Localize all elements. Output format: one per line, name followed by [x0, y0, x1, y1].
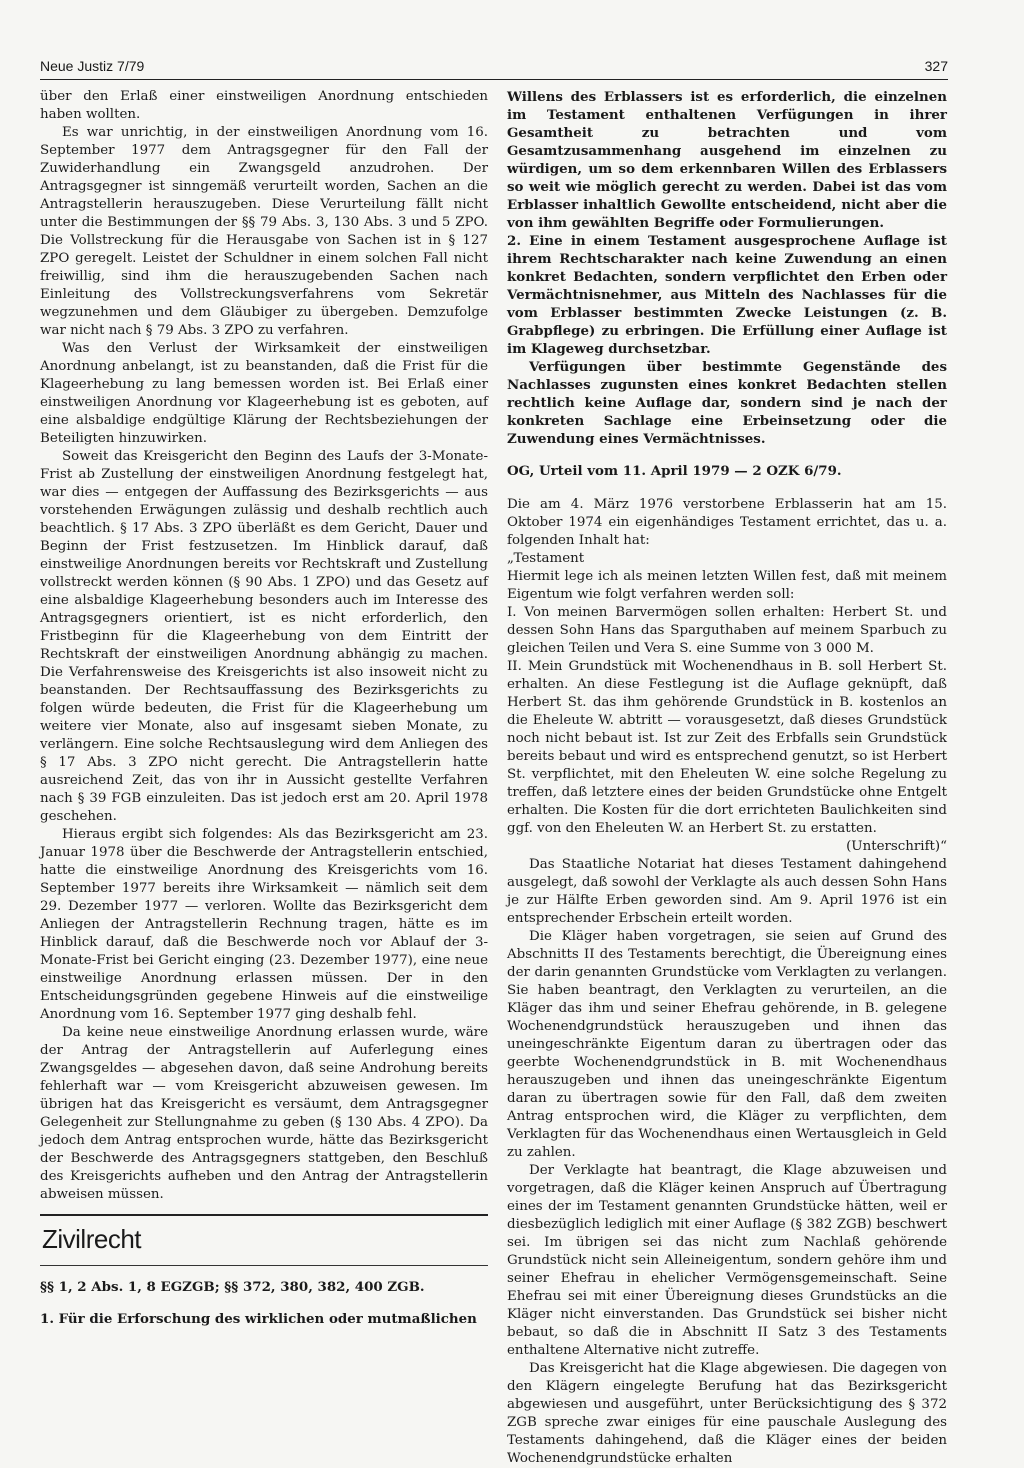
- page-number: 327: [924, 58, 948, 74]
- signature: (Unterschrift)“: [846, 839, 947, 854]
- paragraph: Was den Verlust der Wirksamkeit der einstweiligen Anordnung anbelangt, ist zu beanstanden, daß die Frist für die Klageerhebung zu lang bemessen worden ist. Bei Erlaß einer einstweiligen Anordnung vor Klageerhebung ist es geboten, auf eine alsbaldige endgültige Klärung der Rechtsbeziehungen der Beteiligten hinzuwirken.: [40, 341, 488, 446]
- paragraph: Die Kläger haben vorgetragen, sie seien auf Grund des Abschnitts II des Testaments berechtigt, die Übereignung eines der darin genannten Grundstücke vom Verklagten zu verlangen. Sie haben beantragt, den Verklagten zu verurteilen, an die Kläger das ihm und seiner Ehefrau gehörende, in B. gelegene Wochenendgrundstück herauszugeben und ihnen das uneingeschränkte Eigentum daran zu übertragen oder das geerbte Wochenendgrundstück in B. mit Wochenendhaus herauszugeben und ihnen das uneingeschränkte Eigentum daran zu übertragen sowie für den Fall, daß dem zweiten Antrag entsprochen wird, die Kläger zu verpflichten, dem Verklagten für das Wochenendhaus einen Wertausgleich in Geld zu zahlen.: [507, 929, 947, 1160]
- leitsatz-1-start: 1. Für die Erforschung des wirklichen oder mutmaßlichen: [40, 1311, 477, 1327]
- quote-paragraph: Hiermit lege ich als meinen letzten Willen fest, daß mit meinem Eigentum wie folgt verfahren werden soll:: [507, 569, 947, 602]
- paragraph: Hieraus ergibt sich folgendes: Als das Bezirksgericht am 23. Januar 1978 über die Beschwerde der Antragstellerin entschied, hatte die einstweilige Anordnung des Kreisgerichts vom 16. September 1977 bereits ihre Wirksamkeit — nämlich seit dem 29. Dezember 1977 — verloren. Wollte das Bezirksgericht dem Anliegen der Antragstellerin Rechnung tragen, hätte es im Hinblick darauf, daß die Beschwerde noch vor Ablauf der 3-Monate-Frist bei Gericht einging (23. Dezember 1977), eine neue einstweilige Anordnung erlassen müssen. Der in den Entscheidungsgründen gegebene Hinweis auf die einstweilige Anordnung vom 16. September 1977 ging deshalb fehl.: [40, 827, 488, 1022]
- leitsatz-1-continued: Willens des Erblassers ist es erforderlich, die einzelnen im Testament enthaltenen Verfügungen in ihrer Gesamtheit zu betrachten und vom Gesamtzusammenhang ausgehend im einzelnen zu würdigen, um so dem erkennbaren Willen des Erblassers so weit wie möglich gerecht zu werden. Dabei ist das vom Erblasser inhaltlich Gewollte entscheidend, nicht aber die von ihm gewählten Begriffe oder Formulierungen.: [507, 89, 947, 231]
- paragraph: Da keine neue einstweilige Anordnung erlassen wurde, wäre der Antrag der Antragstellerin auf Auferlegung eines Zwangsgeldes — abgesehen davon, daß seine Androhung bereits fehlerhaft war — vom Kreisgericht abzuweisen gewesen. Im übrigen hat das Kreisgericht es versäumt, dem Antragsgegner Gelegenheit zur Stellungnahme zu geben (§ 130 Abs. 4 ZPO). Da jedoch dem Antrag entsprochen wurde, hätte das Bezirksgericht der Beschwerde des Antragsgegners stattgeben, den Beschluß des Kreisgerichts aufheben und den Antrag der Antragstellerin abweisen müssen.: [40, 1025, 488, 1202]
- section-divider-thin: [40, 1265, 488, 1266]
- paragraph: Der Verklagte hat beantragt, die Klage abzuweisen und vorgetragen, daß die Kläger keinen Anspruch auf Übertragung eines der im Testament genannten Grundstücke hätten, weil er diesbezüglich lediglich mit einer Auflage (§ 382 ZGB) beschwert sei. Im übrigen sei das nicht zum Nachlaß gehörende Grundstück nicht sein Alleineigentum, sondern gehöre ihm und seiner Ehefrau in ehelicher Vermögensgemeinschaft. Seine Ehefrau sei mit einer Übereignung dieses Grundstücks an die Kläger nicht einverstanden. Das Grundstück sei bisher nicht bebaut, so daß die in Abschnitt II Satz 3 des Testaments enthaltene Alternative nicht zutreffe.: [507, 1163, 947, 1358]
- quote-paragraph: II. Mein Grundstück mit Wochenendhaus in B. soll Herbert St. erhalten. An diese Festlegung ist die Auflage geknüpft, daß Herbert St. das ihm gehörende Grundstück in B. kostenlos an die Eheleute W. abtritt — vorausgesetzt, daß dieses Grundstück noch nicht bebaut ist. Ist zur Zeit des Erbfalls sein Grundstück bereits bebaut und wird es entsprechend genutzt, so ist Herbert St. verpflichtet, mit den Eheleuten W. eine solche Regelung zu treffen, daß letztere eines der beiden Grundstücke ohne Entgelt erhalten. Die Kosten für die dort errichteten Baulichkeiten sind ggf. von den Eheleuten W. an Herbert St. zu erstatten.: [507, 659, 947, 836]
- quote-paragraph: I. Von meinen Barvermögen sollen erhalten: Herbert St. und dessen Sohn Hans das Sparguthaben auf meinem Sparbuch zu gleichen Teilen und Vera S. eine Summe von 3 000 M.: [507, 605, 947, 656]
- right-column: [507, 88, 947, 1468]
- paragraph: über den Erlaß einer einstweiligen Anordnung entschieden haben wollten.: [40, 89, 488, 122]
- page-header: [40, 58, 948, 80]
- court-reference: OG, Urteil vom 11. April 1979 — 2 OZK 6/79.: [507, 463, 842, 479]
- leitsatz-block: [507, 88, 947, 448]
- paragraph: Soweit das Kreisgericht den Beginn des Laufs der 3-Monate-Frist ab Zustellung der einstweiligen Anordnung festgelegt hat, war dies — entgegen der Auffassung des Bezirksgerichts — aus vorstehenden Erwägungen zulässig und deshalb rechtlich auch beachtlich. § 17 Abs. 3 ZPO überläßt es dem Gericht, Dauer und Beginn der Frist festzusetzen. Im Hinblick darauf, daß einstweilige Anordnungen bereits vor Rechtskraft und Zustellung vollstreckt werden können (§ 90 Abs. 1 ZPO) und das Gesetz auf eine alsbaldige Klageerhebung besonders auch im Interesse des Antragsgegners orientiert, ist es nicht erforderlich, den Fristbeginn für die Klageerhebung von dem Eintritt der Rechtskraft der einstweiligen Anordnung abhängig zu machen. Die Verfahrensweise des Kreisgerichts ist also insoweit nicht zu beanstanden. Der Rechtsauffassung des Bezirksgerichts zu folgen würde bedeuten, die Frist für die Klageerhebung um weitere vier Monate, also auf insgesamt sieben Monate, zu verlängern. Eine solche Rechtsauslegung wird dem Anliegen des § 17 Abs. 3 ZPO nicht gerecht. Die Antragstellerin hatte ausreichend Zeit, das von ihr in Aussicht gestellte Verfahren nach § 39 FGB einzuleiten. Das ist jedoch erst am 20. April 1978 geschehen.: [40, 449, 488, 824]
- leitsatz-3: Verfügungen über bestimmte Gegenstände des Nachlasses zugunsten eines konkret Bedachten stellen rechtlich keine Auflage dar, sondern sind je nach der konkreten Sachlage eine Erbeinsetzung oder die Zuwendung eines Vermächtnisses.: [507, 359, 947, 447]
- paragraph: Es war unrichtig, in der einstweiligen Anordnung vom 16. September 1977 dem Antragsgegner für den Fall der Zuwiderhandlung ein Zwangsgeld anzudrohen. Der Antragsgegner ist sinngemäß verurteilt worden, Sachen an die Antragstellerin herauszugeben. Diese Verurteilung fällt nicht unter die Bestimmungen der §§ 79 Abs. 3, 130 Abs. 3 und 5 ZPO. Die Vollstreckung für die Herausgabe von Sachen ist in § 127 ZPO geregelt. Leistet der Schuldner in einem solchen Fall nicht freiwillig, sind ihm die herauszugebenden Sachen nach Einleitung des Vollstreckungsverfahrens vom Sekretär wegzunehmen und dem Gläubiger zu übergeben. Demzufolge war nicht nach § 79 Abs. 3 ZPO zu verfahren.: [40, 125, 488, 338]
- section-title: Zivilrecht: [42, 1224, 142, 1254]
- left-column: [40, 88, 488, 1328]
- section-divider: [40, 1214, 488, 1216]
- leitsatz-2: 2. Eine in einem Testament ausgesprochene Auflage ist ihrem Rechtscharakter nach keine Zuwendung an einen konkret Bedachten, sondern verpflichtet den Erben oder Vermächtnisnehmer, aus Mitteln des Nachlasses für die vom Erblasser bestimmten Zwecke Leistungen (z. B. Grabpflege) zu erbringen. Die Erfüllung einer Auflage ist im Klageweg durchsetzbar.: [507, 233, 947, 357]
- header-rule: [40, 79, 948, 80]
- paragraph: Das Kreisgericht hat die Klage abgewiesen. Die dagegen von den Klägern eingelegte Berufung hat das Bezirksgericht abgewiesen und ausgeführt, unter Berücksichtigung des § 372 ZGB spreche zwar einiges für eine pauschale Auslegung des Testaments dahingehend, daß die Kläger eines der beiden Wochenendgrundstücke erhalten: [507, 1361, 947, 1466]
- norms-citation: §§ 1, 2 Abs. 1, 8 EGZGB; §§ 372, 380, 382, 400 ZGB.: [40, 1279, 425, 1295]
- paragraph: Das Staatliche Notariat hat dieses Testament dahingehend ausgelegt, daß sowohl der Verklagte als auch dessen Sohn Hans je zur Hälfte Erben geworden sind. Am 9. April 1976 ist ein entsprechender Erbschein erteilt worden.: [507, 857, 947, 926]
- journal-title: Neue Justiz 7/79: [40, 58, 145, 74]
- intro-paragraph: Die am 4. März 1976 verstorbene Erblasserin hat am 15. Oktober 1974 ein eigenhändiges Testament errichtet, das u. a. folgenden Inhalt hat:: [507, 497, 947, 548]
- testament-quote: [507, 550, 947, 856]
- quote-title: „Testament: [507, 551, 585, 566]
